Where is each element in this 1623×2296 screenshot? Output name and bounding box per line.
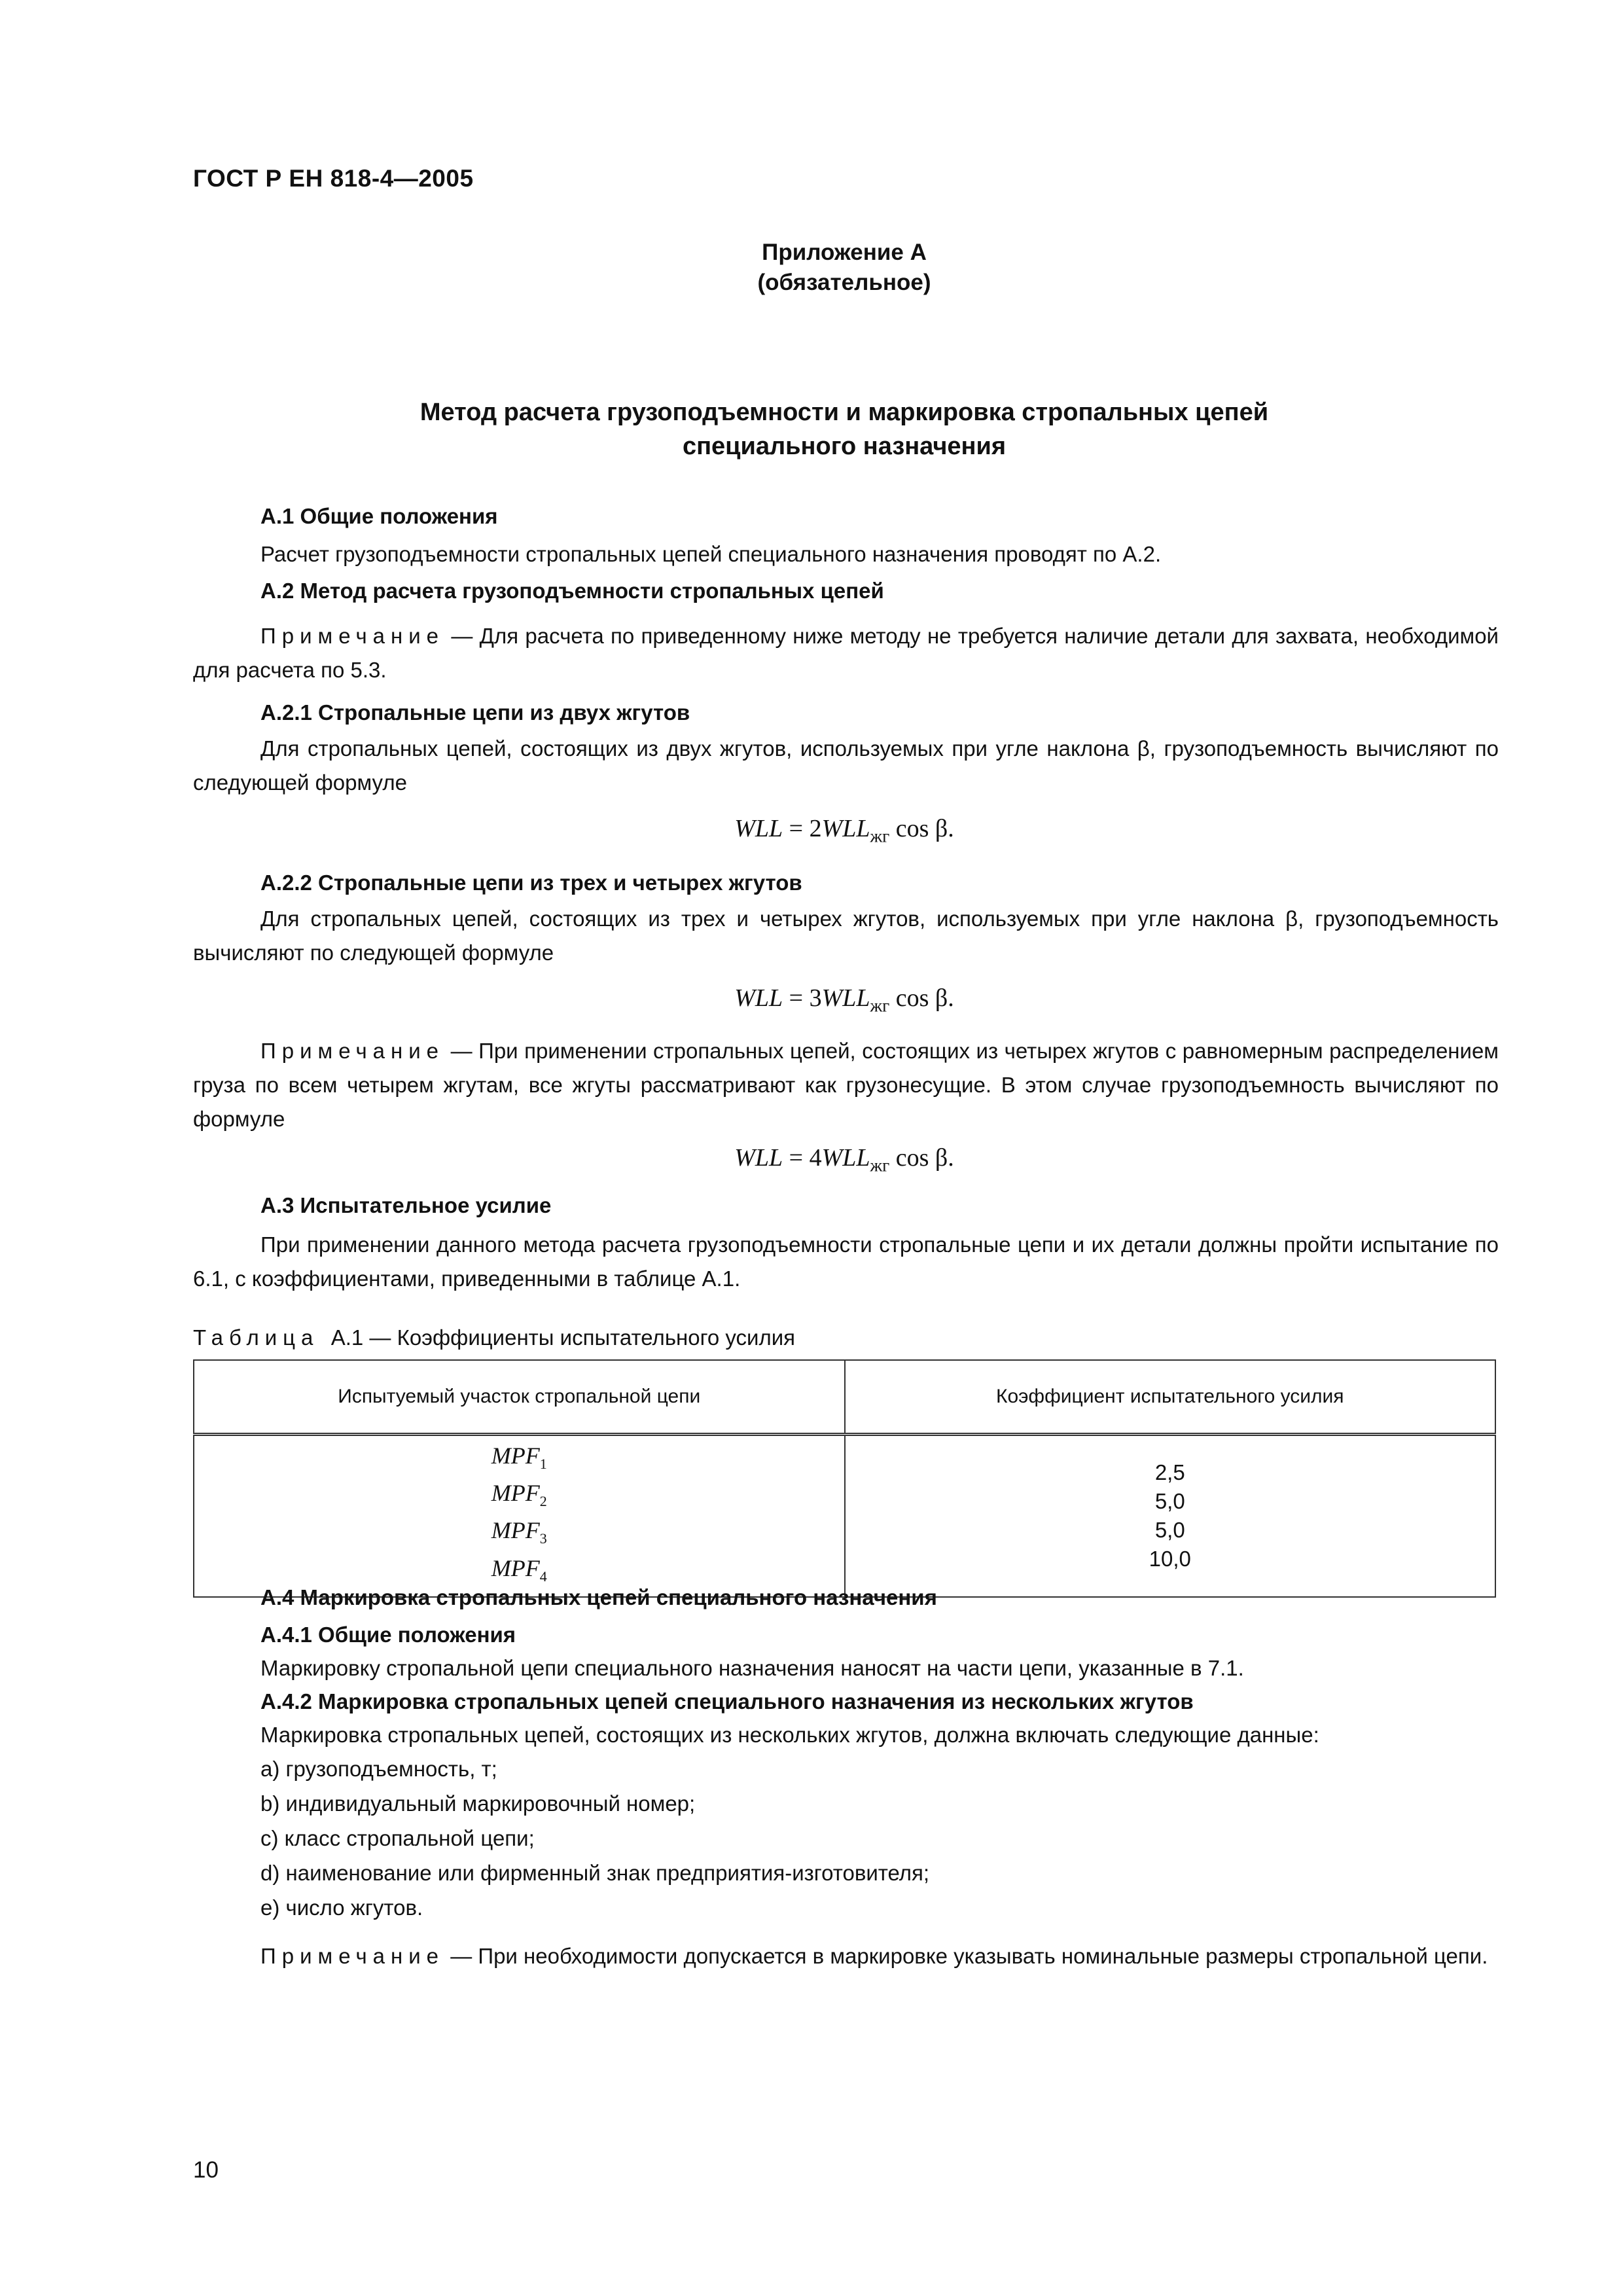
section-a21-text [193, 732, 1499, 800]
section-a2-note [193, 619, 1499, 687]
coefficient-value: 10,0 [1149, 1547, 1191, 1571]
mpf-base: MPF [491, 1480, 540, 1507]
page-number: 10 [193, 2157, 219, 2183]
mpf-sub: 1 [539, 1456, 547, 1473]
mpf-1 [194, 1441, 844, 1479]
main-title-line-2: специального назначения [682, 433, 1007, 460]
coefficient-value: 5,0 [1154, 1489, 1185, 1514]
main-title [193, 395, 1495, 463]
coefficient-table [193, 1359, 1496, 1598]
note-text: — При необходимости допускается в маркировке указывать номинальные размеры стропальной цепи. [450, 1944, 1488, 1968]
formula-var: WLL [821, 984, 870, 1012]
section-a42-text: Маркировка стропальных цепей, состоящих из нескольких жгутов, должна включать следующие данные: [260, 1723, 1319, 1747]
annex-heading [193, 238, 1495, 298]
formula-lhs: WLL [734, 1144, 783, 1172]
section-a1-heading: А.1 Общие положения [260, 504, 498, 528]
note-label: Примечание [260, 1039, 445, 1063]
section-cell [194, 1435, 845, 1597]
formula-eq: = 2 [783, 815, 822, 842]
section-a22-text [193, 902, 1499, 970]
list-item: d) наименование или фирменный знак предприятия-изготовителя; [260, 1861, 930, 1885]
main-title-line-1: Метод расчета грузоподъемности и маркировка стропальных цепей [419, 399, 1269, 426]
table-header-row [194, 1360, 1495, 1435]
formula-sub: жг [870, 1155, 890, 1175]
mpf-2 [194, 1479, 844, 1516]
section-a41-text: Маркировку стропальной цепи специального назначения наносят на части цепи, указанные в 7.1. [260, 1656, 1244, 1680]
formula-three-four-legs [193, 984, 1495, 1016]
formula-tail: cos β. [889, 984, 954, 1012]
formula-sub: жг [870, 826, 890, 846]
formula-tail: cos β. [889, 1144, 954, 1172]
list-item: e) число жгутов. [260, 1895, 423, 1920]
list-item: a) грузоподъемность, т; [260, 1757, 497, 1781]
mpf-base: MPF [491, 1517, 540, 1544]
mpf-sub: 4 [539, 1568, 547, 1585]
section-a1-text: Расчет грузоподъемности стропальных цепей специального назначения проводят по А.2. [260, 542, 1162, 566]
formula-sub: жг [870, 996, 890, 1016]
section-a42-heading: А.4.2 Маркировка стропальных цепей специального назначения из нескольких жгутов [260, 1689, 1194, 1713]
mpf-base: MPF [491, 1554, 540, 1581]
table-caption-text: А.1 — Коэффициенты испытательного усилия [330, 1325, 796, 1350]
section-a2-heading: А.2 Метод расчета грузоподъемности стропальных цепей [260, 579, 884, 603]
section-a21-heading: А.2.1 Стропальные цепи из двух жгутов [260, 700, 690, 725]
annex-status: (обязательное) [757, 270, 931, 295]
section-a41-heading: А.4.1 Общие положения [260, 1623, 516, 1647]
formula-var: WLL [821, 1144, 870, 1172]
column-header-coefficient: Коэффициент испытательного усилия [845, 1360, 1496, 1435]
formula-tail: cos β. [889, 815, 954, 842]
formula-eq: = 4 [783, 1144, 822, 1172]
column-header-section: Испытуемый участок стропальной цепи [194, 1360, 845, 1435]
section-a3-text [193, 1228, 1499, 1296]
formula-two-legs [193, 814, 1495, 847]
section-a21-body: Для стропальных цепей, состоящих из двух жгутов, используемых при угле наклона β, грузоподъемность вычисляют по следующей формуле [193, 736, 1499, 795]
section-a22-body: Для стропальных цепей, состоящих из трех и четырех жгутов, используемых при угле наклона β, грузоподъемность вычисляют по следующей формуле [193, 906, 1499, 965]
section-a22-note [193, 1034, 1499, 1136]
formula-eq: = 3 [783, 984, 822, 1012]
coefficient-cell [845, 1435, 1496, 1597]
section-a4-heading: А.4 Маркировка стропальных цепей специального назначения [260, 1585, 937, 1609]
coefficient-value: 5,0 [1154, 1518, 1185, 1543]
note-text: — При применении стропальных цепей, состоящих из четырех жгутов с равномерным распределением груза по всем четырем жгутам, все жгуты рассматривают как грузонесущие. В этом случае грузоподъемность вычисляют по формуле [193, 1039, 1499, 1131]
table-caption [193, 1325, 795, 1350]
formula-lhs: WLL [734, 815, 783, 842]
section-a22-heading: А.2.2 Стропальные цепи из трех и четырех жгутов [260, 870, 802, 895]
formula-four-legs [193, 1143, 1495, 1176]
document-code: ГОСТ Р ЕН 818-4—2005 [193, 165, 474, 192]
note-label: Примечание [260, 1944, 445, 1968]
note-text: — Для расчета по приведенному ниже методу не требуется наличие детали для захвата, необходимой для расчета по 5.3. [193, 624, 1499, 682]
note-label: Примечание [260, 624, 445, 648]
list-item: c) класс стропальной цепи; [260, 1826, 535, 1850]
table-row [194, 1435, 1495, 1597]
section-a3-body: При применении данного метода расчета грузоподъемности стропальные цепи и их детали должны пройти испытание по 6.1, с коэффициентами, приведенными в таблице А.1. [193, 1232, 1499, 1291]
mpf-3 [194, 1516, 844, 1553]
coefficient-value: 2,5 [1154, 1460, 1185, 1485]
mpf-sub: 2 [539, 1493, 547, 1510]
section-a42-note [193, 1939, 1499, 1973]
annex-title: Приложение А [762, 240, 927, 265]
table-caption-label: Таблица [193, 1325, 319, 1350]
list-item: b) индивидуальный маркировочный номер; [260, 1791, 696, 1816]
formula-lhs: WLL [734, 984, 783, 1012]
mpf-base: MPF [491, 1443, 540, 1469]
section-a3-heading: А.3 Испытательное усилие [260, 1193, 552, 1217]
formula-var: WLL [821, 815, 870, 842]
mpf-sub: 3 [539, 1530, 547, 1547]
